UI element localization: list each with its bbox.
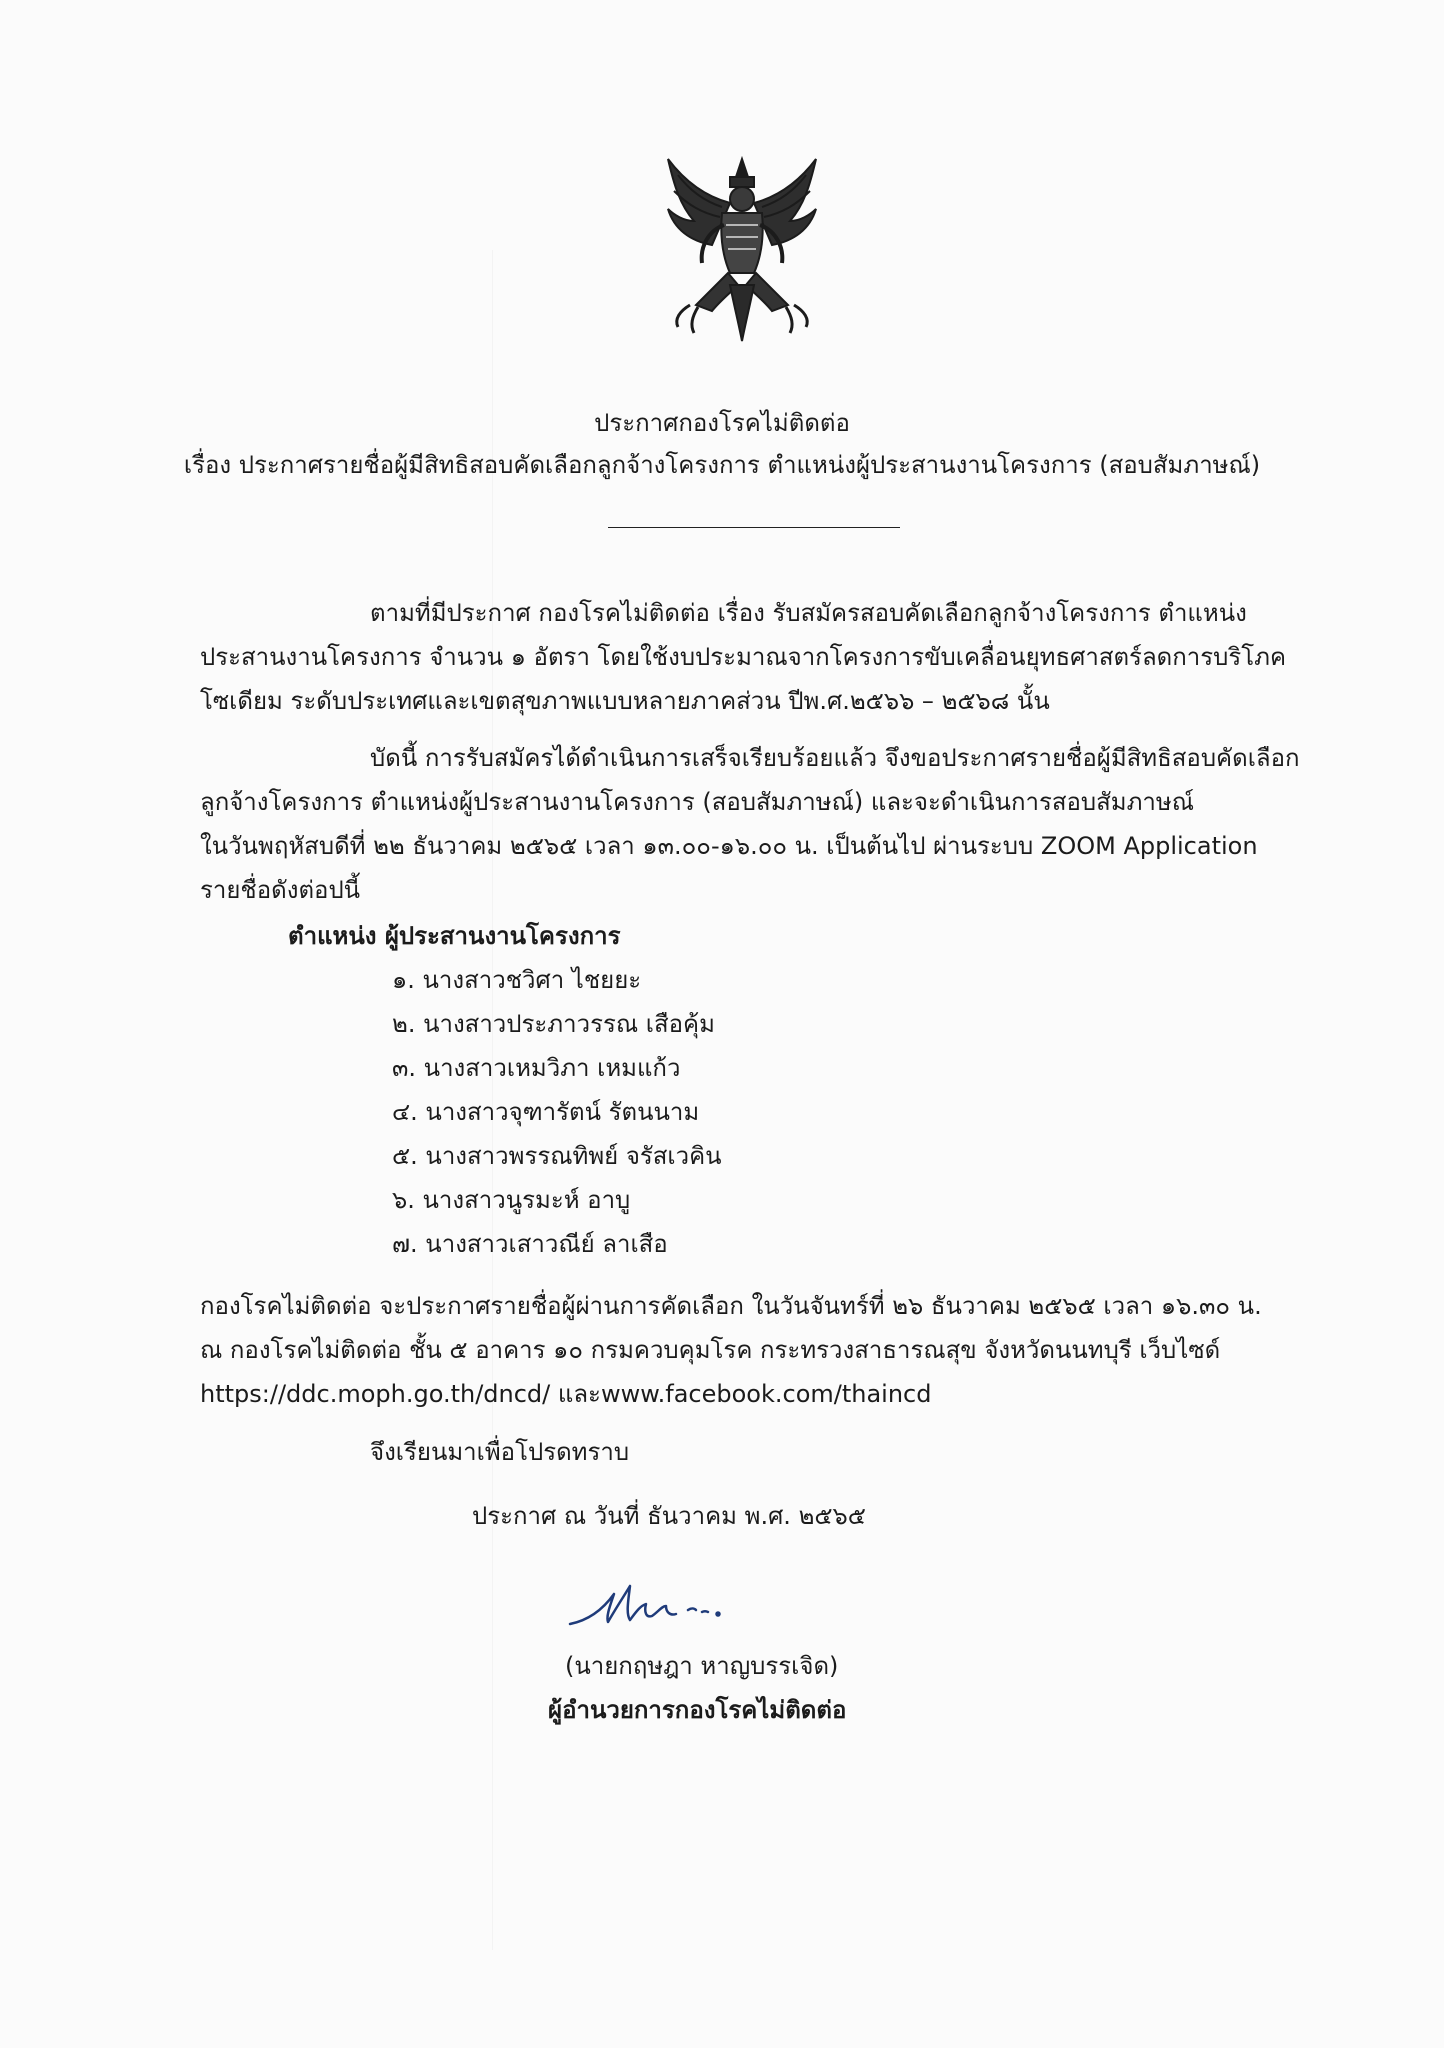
date-line: ประกาศ ณ วันที่ ธันวาคม พ.ศ. ๒๕๖๕ (472, 1502, 866, 1530)
paragraph-3-line-1: กองโรคไม่ติดต่อ จะประกาศรายชื่อผู้ผ่านการคัดเลือก ในวันจันทร์ที่ ๒๖ ธันวาคม ๒๕๖๕ เวลา ๑๖.๓๐ น. (200, 1292, 1262, 1320)
list-item: ๖. นางสาวนูรมะห์ อาบู (392, 1186, 631, 1214)
title-divider (608, 527, 900, 528)
paragraph-3-line-2: ณ กองโรคไม่ติดต่อ ชั้น ๕ อาคาร ๑๐ กรมควบคุมโรค กระทรวงสาธารณสุข จังหวัดนนทบุรี เว็บไซด์ (200, 1336, 1221, 1364)
announcement-title: ประกาศกองโรคไม่ติดต่อ (594, 409, 850, 437)
signatory-name: (นายกฤษฎา หาญบรรเจิด) (565, 1652, 839, 1680)
signature-icon (560, 1572, 770, 1642)
paragraph-2-line-4: รายชื่อดังต่อปนี้ (200, 876, 361, 904)
list-item: ๒. นางสาวประภาวรรณ เสือคุ้ม (392, 1010, 715, 1038)
position-heading: ตำแหน่ง ผู้ประสานงานโครงการ (288, 922, 621, 950)
paragraph-2-line-3: ในวันพฤหัสบดีที่ ๒๒ ธันวาคม ๒๕๖๕ เวลา ๑๓.๐๐-๑๖.๐๐ น. เป็นต้นไป ผ่านระบบ ZOOM Application (200, 832, 1258, 860)
paragraph-1-line-3: โซเดียม ระดับประเทศและเขตสุขภาพแบบหลายภาคส่วน ปีพ.ศ.๒๕๖๖ – ๒๕๖๘ นั้น (200, 687, 1050, 715)
paragraph-1-line-1: ตามที่มีประกาศ กองโรคไม่ติดต่อ เรื่อง รับสมัครสอบคัดเลือกลูกจ้างโครงการ ตำแหน่ง (370, 599, 1247, 627)
list-item: ๕. นางสาวพรรณทิพย์ จรัสเวคิน (392, 1142, 722, 1170)
paragraph-2-line-2: ลูกจ้างโครงการ ตำแหน่งผู้ประสานงานโครงการ (สอบสัมภาษณ์) และจะดำเนินการสอบสัมภาษณ์ (200, 788, 1194, 816)
garuda-emblem-icon (660, 155, 824, 345)
list-item: ๗. นางสาวเสาวณีย์ ลาเสือ (392, 1230, 668, 1258)
closing-line: จึงเรียนมาเพื่อโปรดทราบ (370, 1438, 630, 1466)
list-item: ๓. นางสาวเหมวิภา เหมแก้ว (392, 1054, 681, 1082)
paragraph-3-line-3: https://ddc.moph.go.th/dncd/ และwww.facebook.com/thaincd (200, 1380, 932, 1408)
paragraph-2-line-1: บัดนี้ การรับสมัครได้ดำเนินการเสร็จเรียบร้อยแล้ว จึงขอประกาศรายชื่อผู้มีสิทธิสอบคัดเลือก (370, 744, 1300, 772)
list-item: ๑. นางสาวชวิศา ไชยยะ (392, 966, 642, 994)
announcement-subject: เรื่อง ประกาศรายชื่อผู้มีสิทธิสอบคัดเลือกลูกจ้างโครงการ ตำแหน่งผู้ประสานงานโครงการ (สอบสัมภาษณ์) (183, 451, 1261, 479)
list-item: ๔. นางสาวจุฑารัตน์ รัตนนาม (392, 1098, 700, 1126)
signatory-title: ผู้อำนวยการกองโรคไม่ติดต่อ (548, 1696, 847, 1724)
paragraph-1-line-2: ประสานงานโครงการ จำนวน ๑ อัตรา โดยใช้งบประมาณจากโครงการขับเคลื่อนยุทธศาสตร์ลดการบริโภค (200, 643, 1287, 671)
